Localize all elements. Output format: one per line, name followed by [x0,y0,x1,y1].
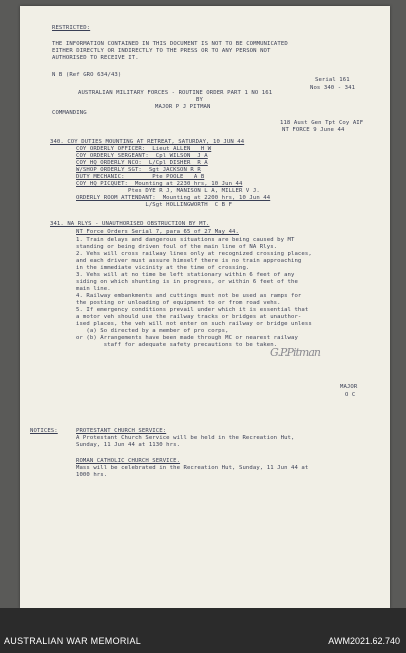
protestant-text: A Protestant Church Service will be held in the Recreation Hut, [76,435,295,441]
section-341-heading: 341. NA RLYS - UNAUTHORISED OBSTRUCTION BY MT. [50,221,210,227]
order-text-line: or (b) Arrangements have been made through MC or nearest railway [76,335,298,341]
section-341-subheading: NT Force Orders Serial 7, para 65 of 27 May 44. [76,229,239,235]
issuing-officer: MAJOR P J PITMAN [155,104,211,110]
order-text-line: 5. If emergency conditions prevail under which it is essential that [76,307,309,313]
duty-line: COY HQ ORDERLY NCO: L/Cpl DISHER R A [76,160,208,166]
signature-rank: MAJOR [340,384,358,390]
duty-line: W/SHOP ORDERLY SGT: Sgt JACKSON R R [76,167,201,173]
warning-line-2: EITHER DIRECTLY OR INDIRECTLY TO THE PRESS OR TO ANY PERSON NOT [52,48,271,54]
order-text-line: and each driver must assure himself there is no train approaching [76,258,302,264]
order-text-line: standing or being driven foul of the main line of NA Rlys. [76,244,278,250]
restricted-label: RESTRICTED: [52,25,91,31]
order-text-line: 4. Railway embankments and cuttings must not be used as ramps for [76,293,302,299]
unit-name: 118 Aust Gen Tpt Coy AIF [280,120,364,126]
order-text-line: the posting or unloading of equipment to or from road vehs. [76,300,281,306]
duty-line: COY ORDERLY SERGEANT: Cpl WILSON J A [76,153,208,159]
order-text-line: (a) So directed by a member of pro corps, [76,328,229,334]
duty-line: DUTY MECHANIC: Pte POOLE A B [76,174,205,180]
catholic-heading: ROMAN CATHOLIC CHURCH SERVICE. [76,458,181,464]
signature-role: O C [345,392,356,398]
section-340-heading: 340. COY DUTIES MOUNTING AT RETREAT, SATURDAY, 10 JUN 44 [50,139,245,145]
catholic-text: 1000 hrs. [76,472,108,478]
order-numbers: Nos 340 - 341 [310,85,356,91]
order-text-line: 2. Vehs will cross railway lines only at recognized crossing places, [76,251,312,257]
catholic-text: Mass will be celebrated in the Recreation Hut, Sunday, 11 Jun 44 at [76,465,309,471]
duty-line: COY ORDERLY OFFICER: Lieut ALLEN H W [76,146,212,152]
order-text-line: a motor veh should use the railway tracks or bridges at unauthor- [76,314,302,320]
document-page [20,6,390,608]
duty-line: COY HQ PICQUET: Mounting at 2230 hrs, 10 Jun 44 [76,181,243,187]
order-title: AUSTRALIAN MILITARY FORCES - ROUTINE ORDER PART 1 NO 161 [78,90,273,96]
protestant-heading: PROTESTANT CHURCH SERVICE: [76,428,167,434]
order-text-line: staff for adequate safety precautions to be taken. [76,342,278,348]
notices-label: NOTICES: [30,428,58,434]
warning-line-1: THE INFORMATION CONTAINED IN THIS DOCUMENT IS NOT TO BE COMMUNICATED [52,41,288,47]
order-text-line: in the immediate vicinity at the time of crossing. [76,265,250,271]
order-by: BY [196,97,203,103]
order-text-line: 1. Train delays and dangerous situations are being caused by MT [76,237,295,243]
handwritten-signature: G.P.Pitman [270,346,320,359]
serial-number: Serial 161 [315,77,350,83]
place-date: NT FORCE 9 June 44 [282,127,345,133]
warning-line-3: AUTHORISED TO RECEIVE IT. [52,55,139,61]
commanding-label: COMMANDING [52,110,87,116]
duty-line: L/Sgt HOLLINGWORTH C B F [76,202,233,208]
reference: N B (Ref GRO 634/43) [52,72,122,78]
archive-footer [0,608,406,653]
order-text-line: main line. [76,286,111,292]
order-text-line: ised places, the veh will not enter on such railway or bridge unless [76,321,312,327]
duty-line: Ptes DYE R J, MANISON L A, MILLER V J. [76,188,260,194]
catalogue-number: AWM2021.62.740 [328,636,400,646]
order-text-line: siding on which shunting is in progress, or within 6 feet of the [76,279,298,285]
order-text-line: 3. Vehs will at no time be left stationary within 6 feet of any [76,272,295,278]
archive-name: AUSTRALIAN WAR MEMORIAL [4,636,142,646]
duty-line: ORDERLY ROOM ATTENDANT: Mounting at 2200 hrs, 10 Jun 44 [76,195,271,201]
protestant-text: Sunday, 11 Jun 44 at 1130 hrs. [76,442,181,448]
